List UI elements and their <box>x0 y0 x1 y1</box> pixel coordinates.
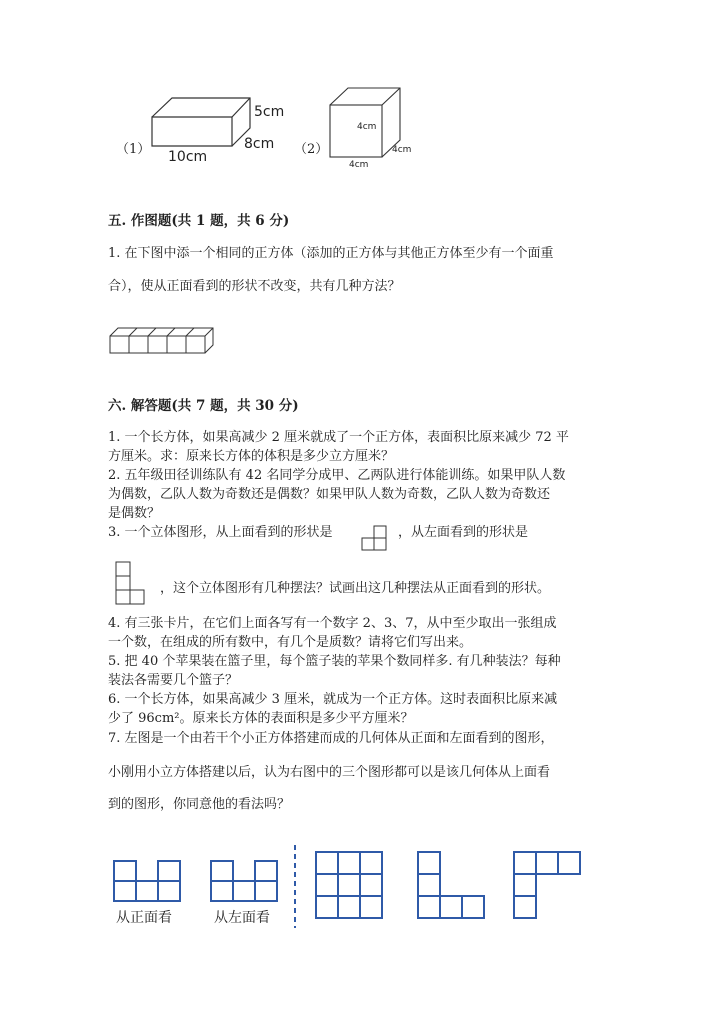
front-view-caption: 从正面看 <box>116 910 172 926</box>
figure-1-label: （1） <box>116 142 151 157</box>
q4-line1: 4. 有三张卡片，在它们上面各写有一个数字 2、3、7，从中至少取出一张组成 <box>108 616 557 631</box>
q6-line1: 6. 一个长方体，如果高减少 3 厘米，就成为一个正方体。这时表面积比原来减 <box>108 692 558 707</box>
q3-part1: 3. 一个立体图形，从上面看到的形状是 <box>108 525 333 540</box>
figure-2-label: （2） <box>294 142 329 157</box>
q5-line2: 装法各需要几个篮子？ <box>108 673 239 688</box>
q1-line2: 方厘米。求：原来长方体的体积是多少立方厘米？ <box>108 449 395 464</box>
cuboid-width-label: 8cm <box>244 136 275 152</box>
q4-line2: 一个数，在组成的所有数中，有几个是质数？请将它们写出来。 <box>108 635 473 650</box>
section-6-heading: 六. 解答题(共 7 题，共 30 分) <box>108 398 299 414</box>
q7-line2: 小刚用小立方体搭建以后，认为右图中的三个图形都可以是该几何体从上面看 <box>108 765 551 780</box>
q6-line2: 少了 96cm²。原来长方体的表面积是多少平方厘米？ <box>108 711 414 726</box>
q5-line1: 5. 把 40 个苹果装在篮子里，每个篮子装的苹果个数同样多. 有几种装法？每种 <box>108 654 561 669</box>
q3-part2: ，从左面看到的形状是 <box>398 525 529 540</box>
q1-line1: 1. 一个长方体，如果高减少 2 厘米就成了一个正方体，表面积比原来减少 72 平 <box>108 430 569 445</box>
q7-line3: 到的图形，你同意他的看法吗？ <box>108 797 291 812</box>
cube-depth-label: 4cm <box>392 145 412 155</box>
cube-bottom-label: 4cm <box>349 160 369 170</box>
q2-line2: 为偶数，乙队人数为奇数还是偶数？如果甲队人数为奇数，乙队人数为奇数还 <box>108 487 551 502</box>
section-5-q1-line2: 合），使从正面看到的形状不改变，共有几种方法？ <box>108 279 401 294</box>
q3-part3: ，这个立体图形有几种摆法？试画出这几种摆法从正面看到的形状。 <box>160 581 551 596</box>
cuboid-height-label: 5cm <box>254 104 285 120</box>
left-view-caption: 从左面看 <box>214 910 270 926</box>
section-5-q1-line1: 1. 在下图中添一个相同的正方体（添加的正方体与其他正方体至少有一个面重 <box>108 246 554 261</box>
section-5-heading: 五. 作图题(共 1 题，共 6 分) <box>108 213 290 229</box>
q2-line3: 是偶数？ <box>108 506 161 521</box>
cuboid-length-label: 10cm <box>168 149 208 165</box>
q7-line1: 7. 左图是一个由若干个小正方体搭建而成的几何体从正面和左面看到的图形， <box>108 731 554 746</box>
cube-front-label: 4cm <box>357 122 377 132</box>
q2-line1: 2. 五年级田径训练队有 42 名同学分成甲、乙两队进行体能训练。如果甲队人数 <box>108 468 566 483</box>
